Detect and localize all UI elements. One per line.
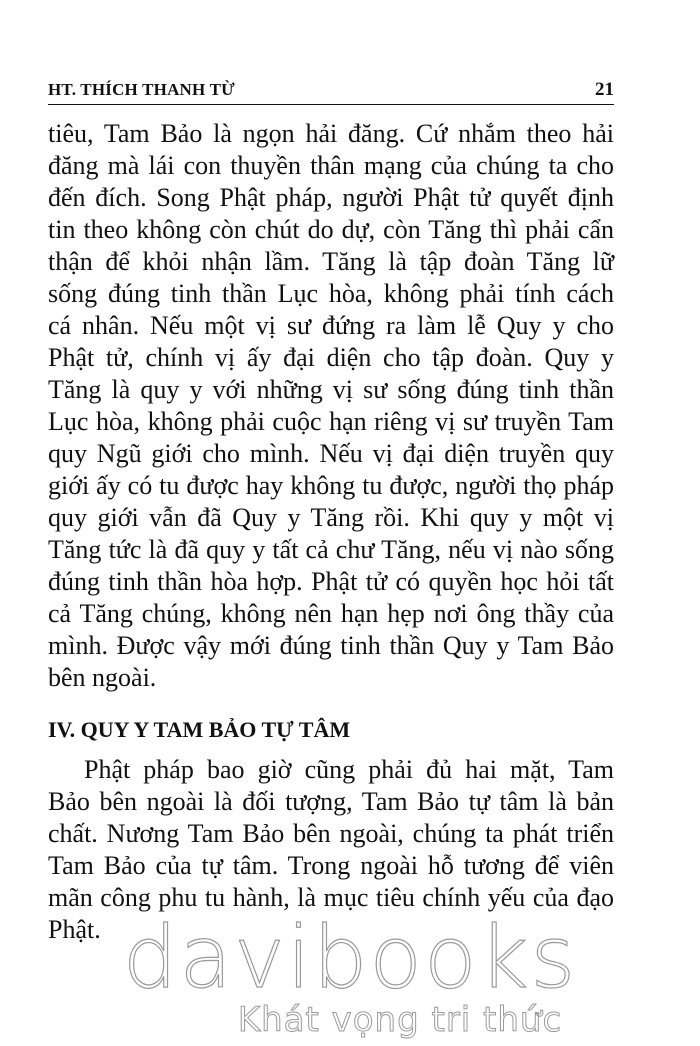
paragraph-1 bbox=[48, 118, 614, 694]
watermark-tagline: Khát vọng tri thức bbox=[237, 1000, 563, 1040]
text-line: chất. Nương Tam Bảo bên ngoài, chúng ta phát triển bbox=[48, 819, 614, 848]
text-line: Bảo bên ngoài là đối tượng, Tam Bảo tự tâm là bản bbox=[48, 787, 614, 816]
text-line: đúng tinh thần hòa hợp. Phật tử có quyền học hỏi tất bbox=[48, 567, 614, 596]
text-line: Tăng tức là đã quy y tất cả chư Tăng, nếu vị nào sống bbox=[48, 535, 614, 564]
text-line: mãn công phu tu hành, là mục tiêu chính yếu của đạo bbox=[48, 883, 614, 912]
body-text bbox=[48, 118, 614, 946]
text-line: Tam Bảo của tự tâm. Trong ngoài hỗ tương để viên bbox=[48, 851, 614, 880]
text-line: Phật pháp bao giờ cũng phải đủ hai mặt, Tam bbox=[84, 755, 614, 784]
watermark-brand: davibooks bbox=[122, 908, 578, 1008]
text-line: Tăng là quy y với những vị sư sống đúng tinh thần bbox=[48, 375, 614, 404]
text-line: tiêu, Tam Bảo là ngọn hải đăng. Cứ nhắm theo hải bbox=[48, 119, 614, 148]
text-line: Lục hòa, không phải cuộc hạn riêng vị sư truyền Tam bbox=[48, 407, 614, 436]
header-author: HT. THÍCH THANH TỪ bbox=[48, 80, 235, 99]
text-line: Phật tử, chính vị ấy đại diện cho tập đoàn. Quy y bbox=[48, 343, 614, 372]
section-heading: IV. QUY Y TAM BẢO TỰ TÂM bbox=[48, 717, 351, 742]
text-line: đăng mà lái con thuyền thân mạng của chúng ta cho bbox=[48, 151, 614, 180]
text-line: Phật. bbox=[48, 915, 101, 944]
text-line: cả Tăng chúng, không nên hạn hẹp nơi ông thầy của bbox=[48, 599, 614, 628]
page-header bbox=[48, 80, 614, 105]
text-line: đến đích. Song Phật pháp, người Phật tử quyết định bbox=[48, 183, 614, 212]
text-line: thận để khỏi nhận lầm. Tăng là tập đoàn Tăng lữ bbox=[48, 247, 614, 276]
text-line: tin theo không còn chút do dự, còn Tăng thì phải cẩn bbox=[48, 215, 614, 244]
header-page-number: 21 bbox=[595, 79, 614, 100]
text-line: sống đúng tinh thần Lục hòa, không phải tính cách bbox=[48, 279, 614, 308]
text-line: mình. Được vậy mới đúng tinh thần Quy y Tam Bảo bbox=[48, 631, 614, 660]
text-line: giới ấy có tu được hay không tu được, người thọ pháp bbox=[48, 471, 614, 500]
text-line: bên ngoài. bbox=[48, 663, 157, 692]
text-line: quy giới vẫn đã Quy y Tăng rồi. Khi quy y một vị bbox=[48, 503, 614, 532]
text-line: quy Ngũ giới cho mình. Nếu vị đại diện truyền quy bbox=[48, 439, 614, 468]
text-line: cá nhân. Nếu một vị sư đứng ra làm lễ Quy y cho bbox=[48, 311, 614, 340]
